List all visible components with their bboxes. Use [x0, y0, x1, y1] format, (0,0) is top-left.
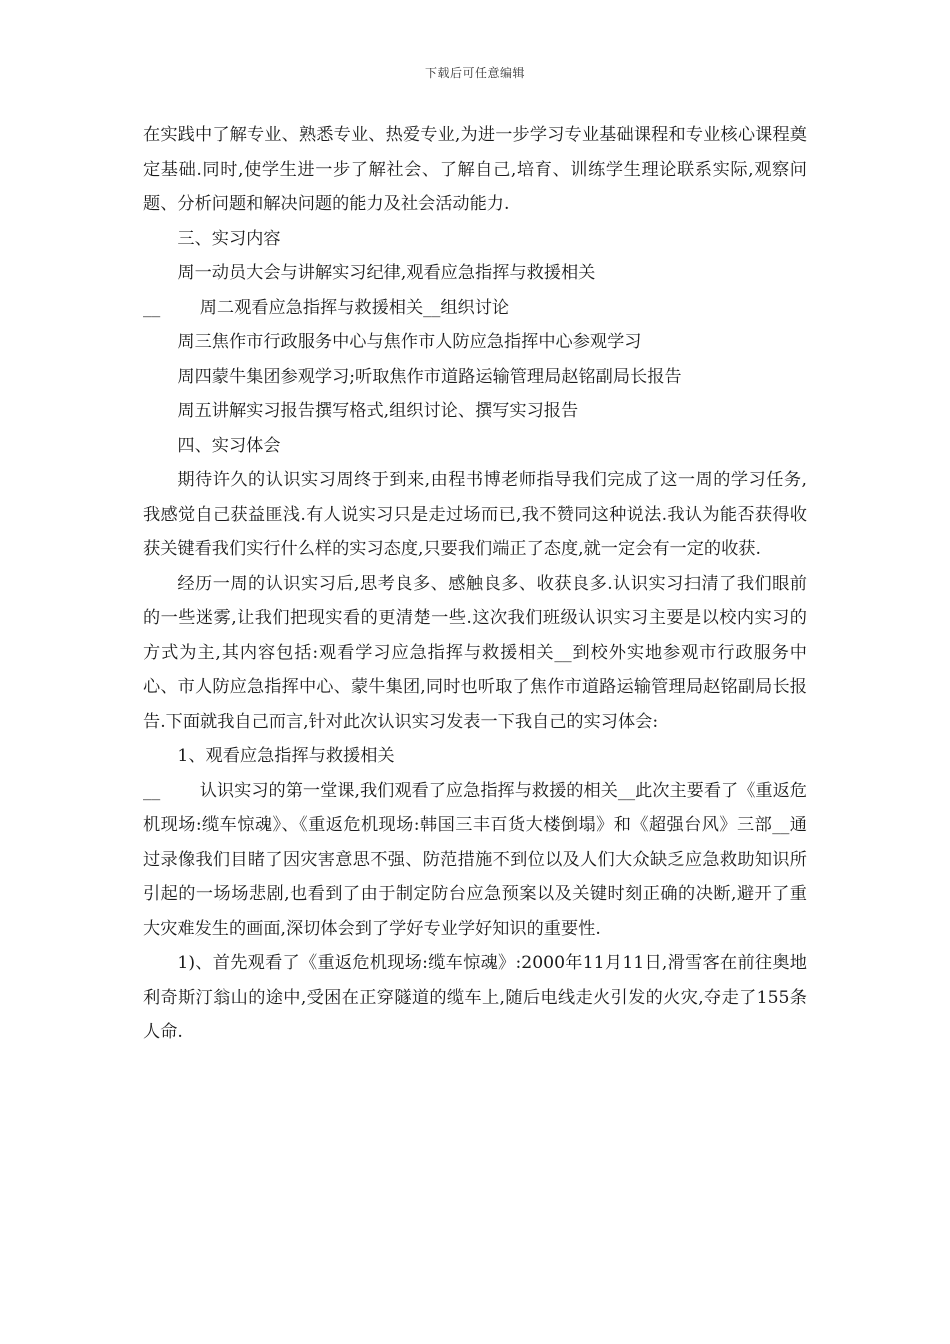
paragraph-first-lesson [143, 774, 807, 947]
schedule-tuesday [143, 291, 807, 326]
schedule-monday: 周一动员大会与讲解实习纪律,观看应急指挥与救援相关 [177, 263, 596, 283]
document-body [143, 118, 807, 1050]
blank-line-marker: __ [143, 780, 161, 801]
page-header: 下载后可任意编辑 [424, 66, 525, 80]
paragraph-cable-car-case: 1)、首先观看了《重返危机现场:缆车惊魂》:2000年11月11日,滑雪客在前往奥地利奇斯汀翁山的途中,受困在正穿隧道的缆车上,随后电线走火引发的火灾,夺走了155条人命. [143, 953, 807, 1042]
section-heading-internship-experience: 四、实习体会 [177, 435, 281, 456]
section-heading-internship-content: 三、实习内容 [177, 228, 281, 249]
schedule-tuesday-text: 周二观看应急指挥与救援相关__组织讨论 [199, 297, 510, 318]
subheading-watch-emergency-videos: 1、观看应急指挥与救援相关 [177, 746, 395, 766]
schedule-thursday: 周四蒙牛集团参观学习;听取焦作市道路运输管理局赵铭副局长报告 [177, 366, 682, 387]
blank-line-marker: __ [143, 297, 161, 318]
paragraph-intro-continued: 在实践中了解专业、熟悉专业、热爱专业,为进一步学习专业基础课程和专业核心课程奠定基础.同时,使学生进一步了解社会、了解自己,培育、训练学生理论联系实际,观察问题、分析问题和解决问题的能力及社会活动能力. [143, 125, 807, 214]
paragraph-expectation: 期待许久的认识实习周终于到来,由程书博老师指导我们完成了这一周的学习任务,我感觉自己获益匪浅.有人说实习只是走过场而已,我不赞同这种说法.我认为能否获得收获关键看我们实行什么样的实习态度,只要我们端正了态度,就一定会有一定的收获. [143, 470, 807, 559]
schedule-friday: 周五讲解实习报告撰写格式,组织讨论、撰写实习报告 [177, 401, 579, 421]
schedule-wednesday: 周三焦作市行政服务中心与焦作市人防应急指挥中心参观学习 [177, 332, 642, 352]
paragraph-first-lesson-text: 认识实习的第一堂课,我们观看了应急指挥与救援的相关__此次主要看了《重返危机现场:缆车惊魂》、《重返危机现场:韩国三丰百货大楼倒塌》和《超强台风》三部__通过录像我们目睹了因灾害意思不强、防范措施不到位以及人们大众缺乏应急救助知识所引起的一场场悲剧,也看到了由于制定防台应急预案以及关键时刻正确的决断,避开了重大灾难发生的画面,深切体会到了学好专业学好知识的重要性. [143, 780, 807, 939]
paragraph-reflection: 经历一周的认识实习后,思考良多、感触良多、收获良多.认识实习扫清了我们眼前的一些迷雾,让我们把现实看的更清楚一些.这次我们班级认识实习主要是以校内实习的方式为主,其内容包括:观看学习应急指挥与救援相关__到校外实地参观市行政服务中心、市人防应急指挥中心、蒙牛集团,同时也听取了焦作市道路运输管理局赵铭副局长报告.下面就我自己而言,针对此次认识实习发表一下我自己的实习体会: [143, 573, 807, 732]
